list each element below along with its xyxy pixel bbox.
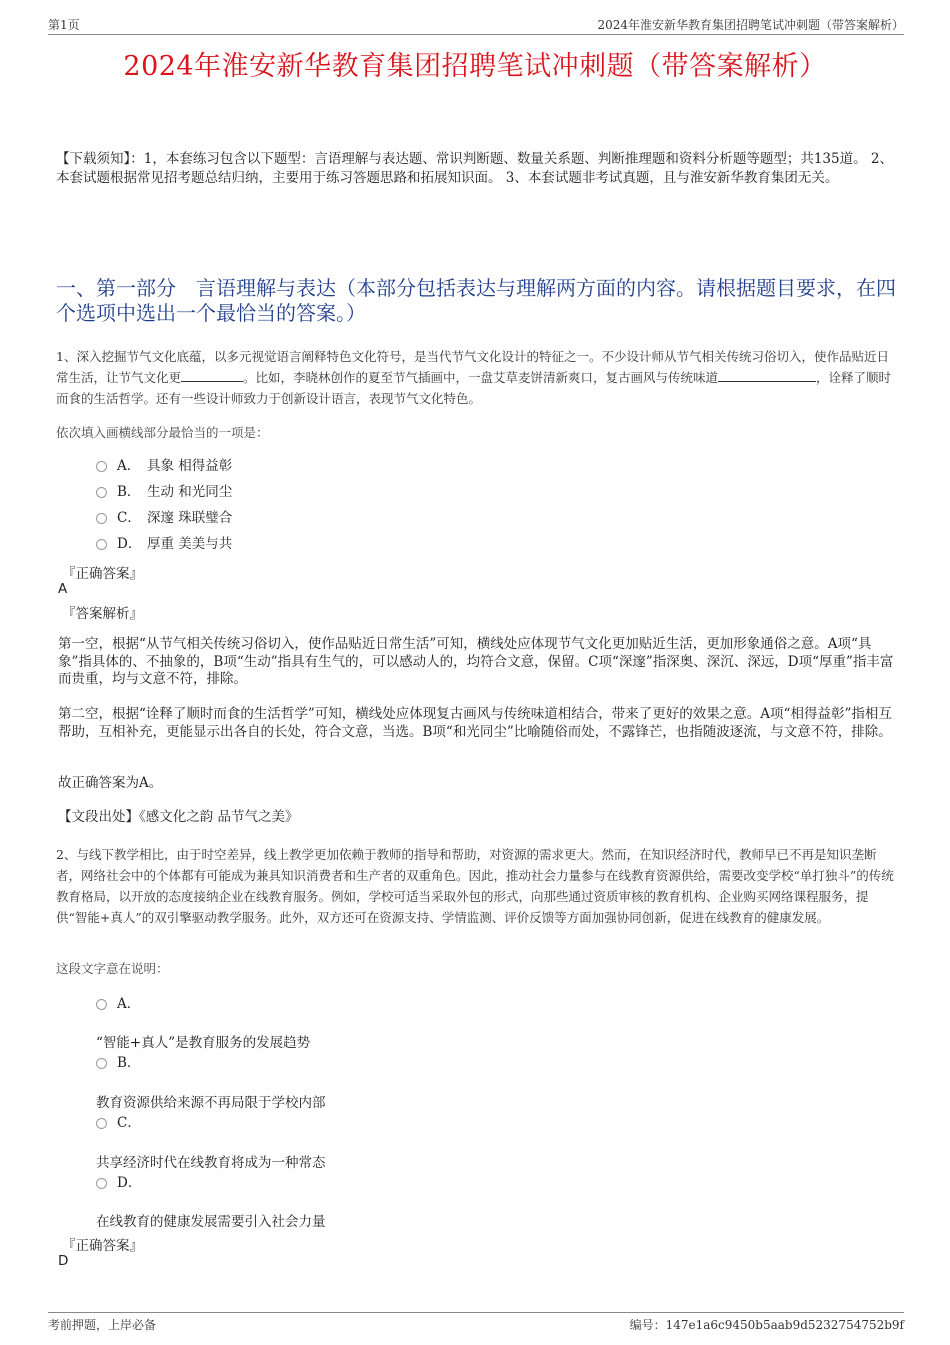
q2-prompt: 这段文字意在说明： <box>56 961 169 976</box>
q1-analysis-2: 第二空，根据“诠释了顺时而食的生活哲学”可知，横线处应体现复古画风与传统味道相结合，带来了更好的效果之意。A项“相得益彰”指相互帮助，互相补充，更能显示出各自的长处，符合文意，当选。B项“和光同尘”比喻随俗而处，不露锋芒，也指随波逐流，与文意不符，排除。 <box>58 706 892 740</box>
page-number: 第1页 <box>48 18 80 32</box>
footer-doc-id: 编号：147e1a6c9450b5aab9d5232754752b9f <box>629 1318 904 1332</box>
q1-option-d[interactable] <box>96 534 232 554</box>
option-letter: C． <box>117 510 141 526</box>
page-header <box>48 14 904 35</box>
blank-1 <box>181 369 243 382</box>
q1-analysis-1: 第一空，根据“从节气相关传统习俗切入，使作品贴近日常生活”可知，横线处应体现节气文化更加贴近生活，更加形象通俗之意。A项“具象”指具体的、不抽象的，B项“生动”指具有生气的，可以感动人的，均符合文意，保留。C项“深邃”指深奥、深沉、深远，D项“厚重”指丰富而贵重，均与文意不符，排除。 <box>58 636 894 687</box>
radio-icon[interactable] <box>96 1058 107 1069</box>
q1-conclusion: 故正确答案为A。 <box>58 775 163 791</box>
q1-text-part-c: ，诠释了顺时而食的生活哲学。还有一些设计师致力于创新设计语言，表现节气文化特色。 <box>56 370 892 406</box>
blank-2 <box>718 369 782 382</box>
option-letter: B． <box>117 484 141 500</box>
q2-option-c-marker[interactable] <box>96 1113 141 1133</box>
option-text: 具象 相得益彰 <box>147 458 233 474</box>
page-footer <box>48 1312 904 1332</box>
option-letter: A． <box>117 458 141 474</box>
q2-option-b-text[interactable]: 教育资源供给来源不再局限于学校内部 <box>96 1095 326 1111</box>
radio-icon[interactable] <box>96 999 107 1010</box>
blank-2-continued <box>782 369 816 382</box>
q1-option-c[interactable] <box>96 508 232 528</box>
q1-option-a[interactable] <box>96 456 232 476</box>
header-doc-title: 2024年淮安新华教育集团招聘笔试冲刺题（带答案解析） <box>597 18 904 32</box>
q1-source: 【文段出处】《感文化之韵 品节气之美》 <box>58 809 299 825</box>
option-text: 厚重 美美与共 <box>147 536 233 552</box>
option-letter: D． <box>117 536 142 552</box>
q2-option-d-marker[interactable] <box>96 1173 141 1193</box>
radio-icon[interactable] <box>96 539 107 550</box>
radio-icon[interactable] <box>96 1118 107 1129</box>
q2-option-c-text[interactable]: 共享经济时代在线教育将成为一种常态 <box>96 1155 326 1171</box>
radio-icon[interactable] <box>96 1178 107 1189</box>
radio-icon[interactable] <box>96 461 107 472</box>
section-heading: 一、第一部分 言语理解与表达（本部分包括表达与理解两方面的内容。请根据题目要求，在四个选项中选出一个最恰当的答案。） <box>56 276 896 325</box>
q2-option-d-text[interactable]: 在线教育的健康发展需要引入社会力量 <box>96 1214 326 1230</box>
q2-option-b-marker[interactable] <box>96 1053 140 1073</box>
question-2-stem: 2、与线下教学相比，由于时空差异，线上教学更加依赖于教师的指导和帮助，对资源的需求更大。然而，在知识经济时代，教师早已不再是知识垄断者，网络社会中的个体都有可能成为兼具知识消费者和生产者的双重角色。因此，推动社会力量参与在线教育资源供给，需要改变学校“单打独斗”的传统教育格局，以开放的态度接纳企业在线教育服务。例如，学校可适当采取外包的形式，向那些通过资质审核的教育机构、企业购买网络课程服务，提供“智能+真人”的双引擎驱动教学服务。此外，双方还可在资源支持、学情监测、评价反馈等方面加强协同创新，促进在线教育的健康发展。 <box>56 847 894 925</box>
q2-option-a-text[interactable]: “智能+真人”是教育服务的发展趋势 <box>96 1035 311 1051</box>
q1-answer: A <box>58 581 68 597</box>
option-letter: C． <box>117 1115 141 1131</box>
question-1-stem <box>56 346 898 409</box>
q1-option-b[interactable] <box>96 482 232 502</box>
q1-text-part-b: 。比如，李晓林创作的夏至节气插画中，一盘艾草麦饼清新爽口，复古画风与传统味道 <box>243 370 719 385</box>
option-letter: D． <box>117 1175 142 1191</box>
q2-option-a-marker[interactable] <box>96 994 140 1014</box>
footer-slogan: 考前押题，上岸必备 <box>48 1318 157 1332</box>
radio-icon[interactable] <box>96 513 107 524</box>
radio-icon[interactable] <box>96 487 107 498</box>
document-title: 2024年淮安新华教育集团招聘笔试冲刺题（带答案解析） <box>123 51 827 82</box>
option-text: 生动 和光同尘 <box>147 484 233 500</box>
option-text: 深邃 珠联璧合 <box>147 510 233 526</box>
q1-answer-tag: 『正确答案』 <box>62 566 143 582</box>
q1-analysis-tag: 『答案解析』 <box>62 606 143 622</box>
q1-text-part-a: 1、深入挖掘节气文化底蕴，以多元视觉语言阐释特色文化符号，是当代节气文化设计的特征之一。不少设计师从节气相关传统习俗切入，使作品贴近日常生活，让节气文化更 <box>56 349 889 385</box>
q2-answer-tag: 『正确答案』 <box>62 1238 143 1254</box>
q2-answer: D <box>58 1253 69 1269</box>
q1-prompt: 依次填入画横线部分最恰当的一项是： <box>56 425 269 440</box>
download-notice: 【下载须知】：1，本套练习包含以下题型：言语理解与表达题、常识判断题、数量关系题、判断推理题和资料分析题等题型；共135道。 2、本套试题根据常见招考题总结归纳，主要用于练习答题思路和拓展知识面。 3、本套试题非考试真题，且与淮安新华教育集团无关。 <box>56 151 893 186</box>
option-letter: B． <box>117 1055 141 1071</box>
option-letter: A． <box>117 996 141 1012</box>
